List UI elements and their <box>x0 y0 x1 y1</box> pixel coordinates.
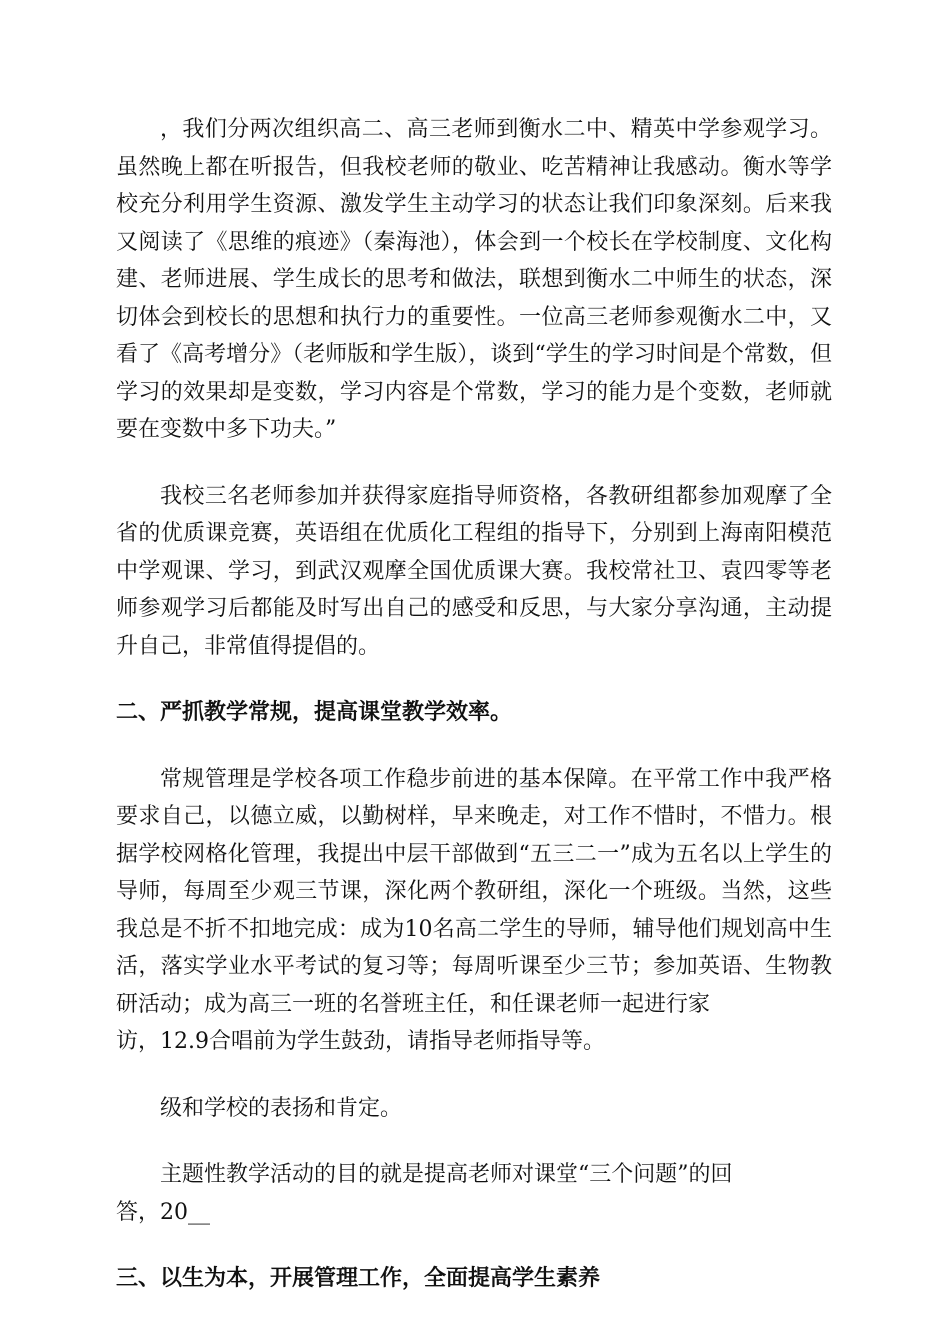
paragraph-study-visit: ，我们分两次组织高二、高三老师到衡水二中、精英中学参观学习。虽然晚上都在听报告，但我校老师的敬业、吃苦精神让我感动。衡水等学校充分利用学生资源、激发学生主动学习的状态让我们印象深刻。后来我又阅读了《思维的痕迹》（秦海池），体会到一个校长在学校制度、文化构建、老师进展、学生成长的思考和做法，联想到衡水二中师生的状态，深切体会到校长的思想和执行力的重要性。一位高三老师参观衡水二中，又看了《高考增分》（老师版和学生版），谈到“学生的学习时间是个常数，但学习的效果却是变数，学习内容是个常数，学习的能力是个变数，老师就要在变数中多下功夫。” <box>116 117 832 442</box>
paragraph-thematic-teaching-main: 主题性教学活动的目的就是提高老师对课堂“三个问题”的回 <box>160 1162 733 1187</box>
section-heading-2: 二、严抓教学常规，提高课堂教学效率。 <box>116 699 513 725</box>
paragraph-thematic-teaching-tail: 答，20__ <box>116 1199 210 1225</box>
paragraph-thematic-teaching <box>116 1156 832 1231</box>
paragraph-routine-management-main: 常规管理是学校各项工作稳步前进的基本保障。在平常工作中我严格要求自己，以德立威，以勤树样，早来晚走，对工作不惜时，不惜力。根据学校网格化管理，我提出中层干部做到“五三二一”成为五名以上学生的导师，每周至少观三节课，深化两个教研组，深化一个班级。当然，这些我总是不折不扣地完成：成为10名高二学生的导师，辅导他们规划高中生活，落实学业水平考试的复习等；每周听课至少三节；参加英语、生物教研活动；成为高三一班的名誉班主任，和任课老师一起进行家 <box>116 766 832 1017</box>
paragraph-praise: 级和学校的表扬和肯定。 <box>160 1095 403 1121</box>
paragraph-routine-management <box>116 761 832 1061</box>
paragraph-routine-management-tail: 访，12.9合唱前为学生鼓劲，请指导老师指导等。 <box>116 1029 605 1054</box>
section-heading-3: 三、以生为本，开展管理工作，全面提高学生素养 <box>116 1265 601 1291</box>
paragraph-teacher-training: 我校三名老师参加并获得家庭指导师资格，各教研组都参加观摩了全省的优质课竞赛，英语组在优质化工程组的指导下，分别到上海南阳模范中学观课、学习，到武汉观摩全国优质课大赛。我校常社卫、袁四零等老师参观学习后都能及时写出自己的感受和反思，与大家分享沟通，主动提升自己，非常值得提倡的。 <box>116 483 832 659</box>
